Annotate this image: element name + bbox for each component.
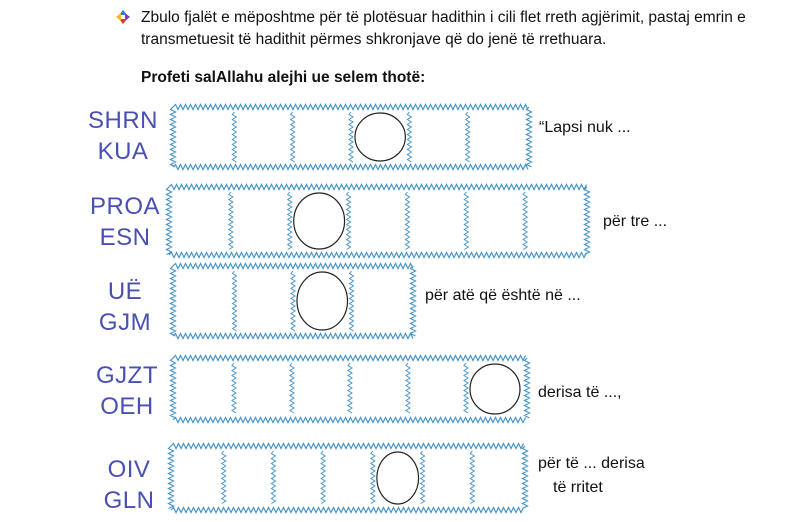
letter-box [352,192,405,250]
box-divider [291,271,295,331]
letter-box [227,451,271,505]
box-divider [464,192,468,250]
box-divider [421,451,425,504]
box-divider [466,112,470,162]
letter-boxes-row-1 [170,104,532,170]
hadith-clue-1: “Lapsi nuk ... [539,119,631,136]
letter-box [237,112,289,162]
letter-box [179,363,231,415]
circled-letter-box [377,452,419,504]
hadith-clue-4: derisa të ..., [538,384,622,401]
letter-box [177,451,221,505]
letter-box [412,112,464,162]
letter-box [353,363,405,415]
letter-box [426,451,470,505]
instruction-text: Zbulo fjalët e mëposhtme për të plotësuar hadithin i cili flet rreth agjërimit, pastaj emrin e transmetuesit të hadithit përmes shkronjave që do jenë të rrethuara. [141,9,746,48]
box-divider [406,363,410,413]
circled-letter-box [470,364,520,414]
letter-box [175,192,228,250]
scrambled-word-3: UË GJM [98,278,152,336]
letter-boxes-row-5 [168,443,528,513]
scrambled-word-5: OIV GLN [103,456,155,514]
box-divider [232,112,236,162]
box-divider [232,363,236,413]
zigzag-frame [171,105,532,170]
box-divider [349,112,353,162]
letter-boxes-row-3 [170,263,416,339]
letter-box [238,271,291,331]
circled-letter-box [355,113,405,161]
letter-box [326,451,370,505]
box-divider [290,363,294,413]
letter-boxes-row-2 [166,184,590,258]
box-divider [407,112,411,162]
hadith-clue-3: për atë që është në ... [425,287,581,304]
hadith-clue-5: për të ... derisa të rritet [538,455,645,496]
box-divider [371,451,375,504]
scrambled-word-4: GJZT OEH [96,362,158,420]
box-divider [348,363,352,413]
letter-box [296,112,348,162]
scrambled-word-1: SHRN KUA [87,107,158,165]
box-divider [470,451,474,504]
box-divider [464,363,468,413]
scrambled-word-2: PROA ESN [89,193,160,251]
letter-box [471,112,523,162]
letter-box [410,192,463,250]
letter-box [295,363,347,415]
letter-box [237,363,289,415]
box-divider [347,192,351,250]
box-divider [523,192,527,250]
circled-letter-box [294,193,345,249]
letter-box [528,192,581,250]
box-divider [271,451,275,504]
letter-box [179,112,231,162]
four-color-arrow-bullet-icon [116,10,130,24]
letter-box [411,363,463,415]
hadith-clue-2: për tre ... [603,213,668,230]
hadith-intro: Profeti salAllahu alejhi ue selem thotë: [141,69,426,86]
box-divider [222,451,226,504]
letter-box [469,192,522,250]
letter-box [276,451,320,505]
letter-boxes-row-4 [170,355,530,423]
circled-letter-box [297,272,348,330]
letter-box [355,271,408,331]
box-divider [321,451,325,504]
box-divider [233,271,237,331]
letter-box [234,192,287,250]
box-divider [291,112,295,162]
letter-box [179,271,232,331]
letter-box [475,451,519,505]
box-divider [288,192,292,250]
box-divider [350,271,354,331]
box-divider [405,192,409,250]
box-divider [229,192,233,250]
